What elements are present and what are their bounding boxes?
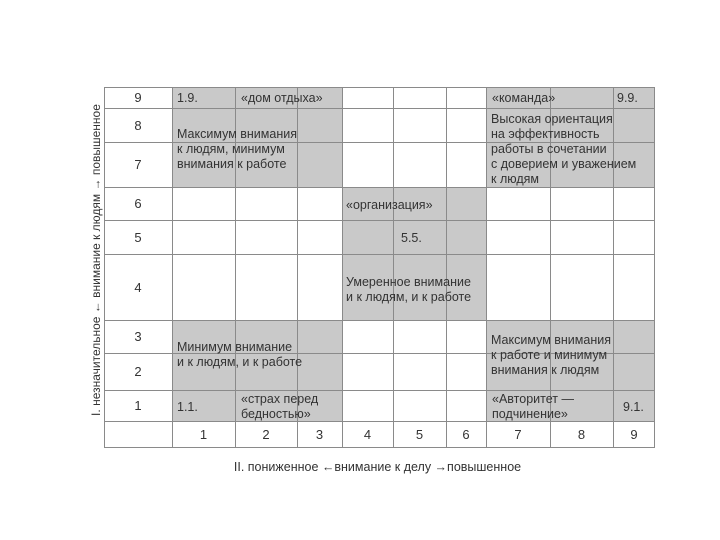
cell-5-5-name: «организация» — [346, 198, 433, 212]
grid-hline — [104, 220, 655, 221]
cell-1-1-label: 1.1. — [177, 400, 198, 414]
grid-hline — [104, 390, 655, 391]
column-label: 2 — [262, 427, 270, 442]
column-label: 8 — [577, 427, 586, 442]
column-label: 9 — [630, 427, 638, 442]
grid-hline — [104, 254, 655, 255]
description-bottom-left: и к людям, и к работе — [177, 355, 303, 369]
cell-1-1-name: «страх перед бедностью» — [241, 392, 319, 421]
cell-1-9-name: «дом отдыха» — [241, 91, 323, 105]
description-bottom-right: Максимум внимания — [491, 333, 611, 347]
description-bottom-right: к работе и минимум — [491, 348, 608, 362]
description-center: и к людям, и к работе — [346, 290, 472, 304]
description-top-left: к людям, минимум — [177, 142, 285, 156]
description-bottom-right: внимания к людям — [491, 363, 600, 377]
row-label: 9 — [134, 90, 142, 105]
column-label: 4 — [363, 427, 372, 442]
cell-9-1-label: 9.1. — [623, 400, 644, 414]
row-label: 5 — [134, 229, 142, 245]
grid-hline — [104, 187, 655, 188]
description-center: Умеренное внимание — [346, 275, 471, 289]
description-top-right: на эффективность — [491, 127, 600, 141]
description-top-left: внимания к работе — [177, 157, 287, 171]
description-top-right: с доверием и уважением — [491, 157, 637, 171]
horizontal-axis-label: II. пониженное ←внимание к делу →повышенное — [233, 460, 522, 474]
grid-hline — [104, 108, 655, 109]
cell-9-9-label: 9.9. — [617, 91, 638, 105]
cell-5-5-label: 5.5. — [401, 231, 422, 245]
description-top-right: к людям — [491, 172, 539, 186]
row-label: 4 — [134, 279, 142, 295]
column-label: 7 — [514, 427, 522, 442]
cell-9-9-name: «команда» — [492, 91, 556, 105]
row-label: 3 — [134, 329, 142, 344]
row-label: 2 — [134, 364, 142, 379]
column-label: 3 — [315, 427, 324, 442]
description-bottom-left: Минимум внимание — [177, 340, 293, 354]
cell-9-1-name: «Авторитет — подчинение» — [492, 392, 574, 421]
description-top-right: работы в сочетании — [491, 142, 607, 156]
description-top-left: Максимум внимания — [177, 127, 297, 141]
row-label: 6 — [134, 196, 142, 211]
row-label: 1 — [134, 398, 142, 413]
vertical-axis-label: I. незначительное ← внимание к людям → повышенное — [89, 104, 103, 416]
column-label: 5 — [415, 427, 424, 442]
cell-1-9-label: 1.9. — [177, 91, 198, 105]
grid-hline — [104, 320, 655, 321]
row-label: 8 — [134, 117, 142, 133]
column-label: 1 — [199, 427, 208, 442]
column-label: 6 — [462, 427, 470, 442]
row-label: 7 — [134, 157, 142, 172]
description-top-right: Высокая ориентация — [491, 112, 613, 126]
